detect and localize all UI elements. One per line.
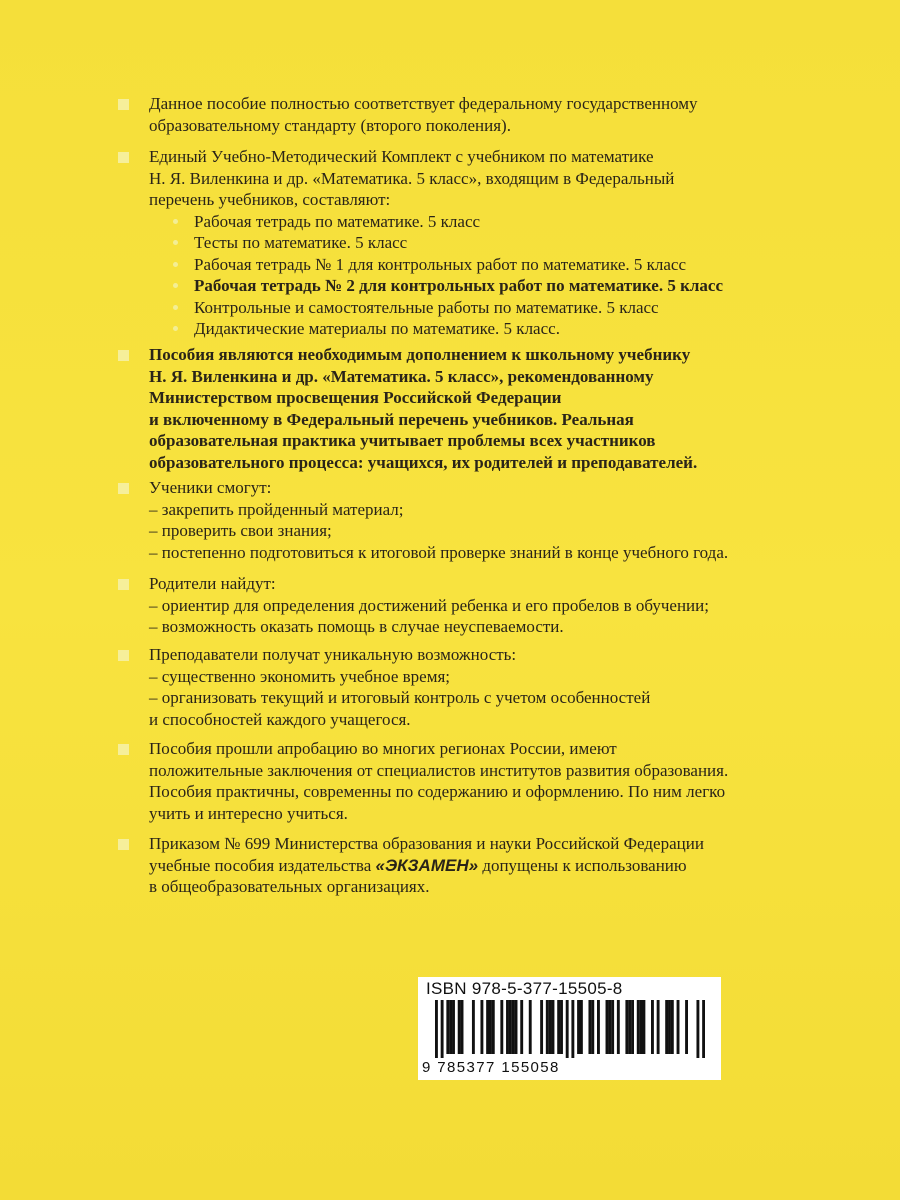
barcode-bar [696,1000,699,1058]
barcode-digits: 9 785377 155058 [422,1059,560,1076]
dot-bullet-icon [173,283,178,288]
barcode-bar [486,1000,489,1054]
dot-bullet-icon [173,326,178,331]
paragraph-standard [118,93,838,136]
list-item [165,211,838,233]
text-line: Ученики смогут: [149,478,272,497]
square-bullet-icon [118,744,129,755]
barcode-bar [549,1000,552,1054]
barcode-bar [458,1000,461,1054]
list-item-label: Рабочая тетрадь по математике. 5 класс [194,211,481,231]
barcode-bar [552,1000,555,1054]
square-bullet-icon [118,99,129,110]
barcode-bar [577,1000,580,1054]
barcode-bar [500,1000,503,1054]
text-line: – ориентир для определения достижений ребенка и его пробелов в обучении; [149,595,709,615]
text-line: Преподаватели получат уникальную возможность: [149,645,517,664]
barcode-bar [642,1000,645,1054]
text-line: Единый Учебно-Методический Комплект с учебником по математике [149,147,654,166]
barcode-bar [671,1000,674,1054]
text-line: Приказом № 699 Министерства образования и науки Российской Федерации [149,834,704,853]
text-line: Н. Я. Виленкина и др. «Математика. 5 класс», входящим в Федеральный [149,168,675,188]
barcode-bar [492,1000,495,1054]
publisher-name: «ЭКЗАМЕН» [375,855,479,875]
barcode-bar [461,1000,464,1054]
list-item-label: Рабочая тетрадь № 2 для контрольных работ по математике. 5 класс [194,276,724,295]
barcode-bar [606,1000,609,1054]
barcode-bar [506,1000,509,1054]
barcode-bar [560,1000,563,1054]
barcode-bar [702,1000,705,1058]
barcode-bar [449,1000,452,1054]
paragraph-parents [118,573,838,638]
paragraph-students [118,477,838,563]
text-line: Н. Я. Виленкина и др. «Математика. 5 класс», рекомендованному [149,366,654,386]
barcode-bar [515,1000,518,1054]
barcode-bar [588,1000,591,1054]
text-line: перечень учебников, составляют: [149,190,391,209]
paragraph-supplement [118,344,838,473]
barcode-bar [657,1000,660,1054]
barcode-bar [628,1000,631,1054]
text-line: образовательному стандарту (второго поколения). [149,115,511,135]
umk-list [165,211,838,340]
barcode-bar [435,1000,438,1058]
barcode-bar [489,1000,492,1054]
list-item [165,297,838,319]
list-item-label: Контрольные и самостоятельные работы по математике. 5 класс [194,297,659,317]
square-bullet-icon [118,579,129,590]
text-line: учить и интересно учиться. [149,803,348,823]
list-item-label: Тесты по математике. 5 класс [194,233,408,252]
text-fragment: допущены к использованию [478,855,687,875]
barcode-bar [640,1000,643,1054]
list-item-label: Дидактические материалы по математике. 5 класс. [194,319,560,338]
barcode-bar [540,1000,543,1054]
text-line: Пособия практичны, современны по содержанию и оформлению. По ним легко [149,782,726,801]
text-line: Министерством просвещения Российской Федерации [149,388,562,407]
dot-bullet-icon [173,219,178,224]
barcode-bar [591,1000,594,1054]
list-item [165,318,838,340]
barcode-bar [546,1000,549,1054]
square-bullet-icon [118,483,129,494]
text-line: – существенно экономить учебное время; [149,666,450,686]
text-fragment: учебные пособия издательства [149,855,376,875]
text-line: – закрепить пройденный материал; [149,499,404,519]
text-line: и включенному в Федеральный перечень учебников. Реальная [149,409,634,429]
barcode-bar [557,1000,560,1054]
text-line: Пособия прошли апробацию во многих регионах России, имеют [149,739,617,758]
barcode-bar [685,1000,688,1054]
barcode-bar [625,1000,628,1054]
barcode-bar [480,1000,483,1054]
barcode-bar [668,1000,671,1054]
list-item-highlighted [165,275,838,297]
barcode-bar [617,1000,620,1054]
barcode-bar [651,1000,654,1054]
paragraph-umk [118,146,838,340]
text-line: Данное пособие полностью соответствует федеральному государственному [149,94,698,113]
barcode-bar [441,1000,444,1058]
list-item [165,232,838,254]
barcode-bar [580,1000,583,1054]
text-line: положительные заключения от специалистов институтов развития образования. [149,760,729,780]
barcode-bar [512,1000,515,1054]
text-line: – организовать текущий и итоговый контроль с учетом особенностей [149,688,651,707]
square-bullet-icon [118,839,129,850]
square-bullet-icon [118,350,129,361]
text-line: образовательного процесса: учащихся, их родителей и преподавателей. [149,452,698,472]
barcode-bar [509,1000,512,1054]
barcode-bar [520,1000,523,1054]
barcode-bar [472,1000,475,1054]
dot-bullet-icon [173,305,178,310]
text-line: в общеобразовательных организациях. [149,877,430,896]
square-bullet-icon [118,152,129,163]
dot-bullet-icon [173,240,178,245]
dot-bullet-icon [173,262,178,267]
text-line: образовательная практика учитывает проблемы всех участников [149,431,656,450]
text-line: Родители найдут: [149,574,276,593]
text-line [149,855,838,877]
barcode-bar [677,1000,680,1054]
barcode-bar [446,1000,449,1054]
barcode-bar [631,1000,634,1054]
isbn-barcode [418,977,721,1080]
barcode-bar [566,1000,569,1058]
isbn-label: ISBN 978-5-377-15505-8 [426,979,623,998]
text-line: и способностей каждого учащегося. [149,709,411,729]
barcode-bar [611,1000,614,1054]
paragraph-approval [118,738,838,824]
barcode-bar [452,1000,455,1054]
list-item [165,254,838,276]
barcode-bar [637,1000,640,1054]
text-line: – проверить свои знания; [149,521,332,540]
list-item-label: Рабочая тетрадь № 1 для контрольных работ по математике. 5 класс [194,254,687,274]
barcode-bar [608,1000,611,1054]
text-line: – возможность оказать помощь в случае неуспеваемости. [149,617,564,636]
paragraph-order [118,833,838,898]
text-line: Пособия являются необходимым дополнением к школьному учебнику [149,345,691,364]
barcode-bar [597,1000,600,1054]
barcode-bar [571,1000,574,1058]
paragraph-teachers [118,644,838,730]
text-line: – постепенно подготовиться к итоговой проверке знаний в конце учебного года. [149,542,729,562]
barcode-bar [665,1000,668,1054]
barcode-bar [529,1000,532,1054]
square-bullet-icon [118,650,129,661]
barcode-icon [435,1000,705,1058]
